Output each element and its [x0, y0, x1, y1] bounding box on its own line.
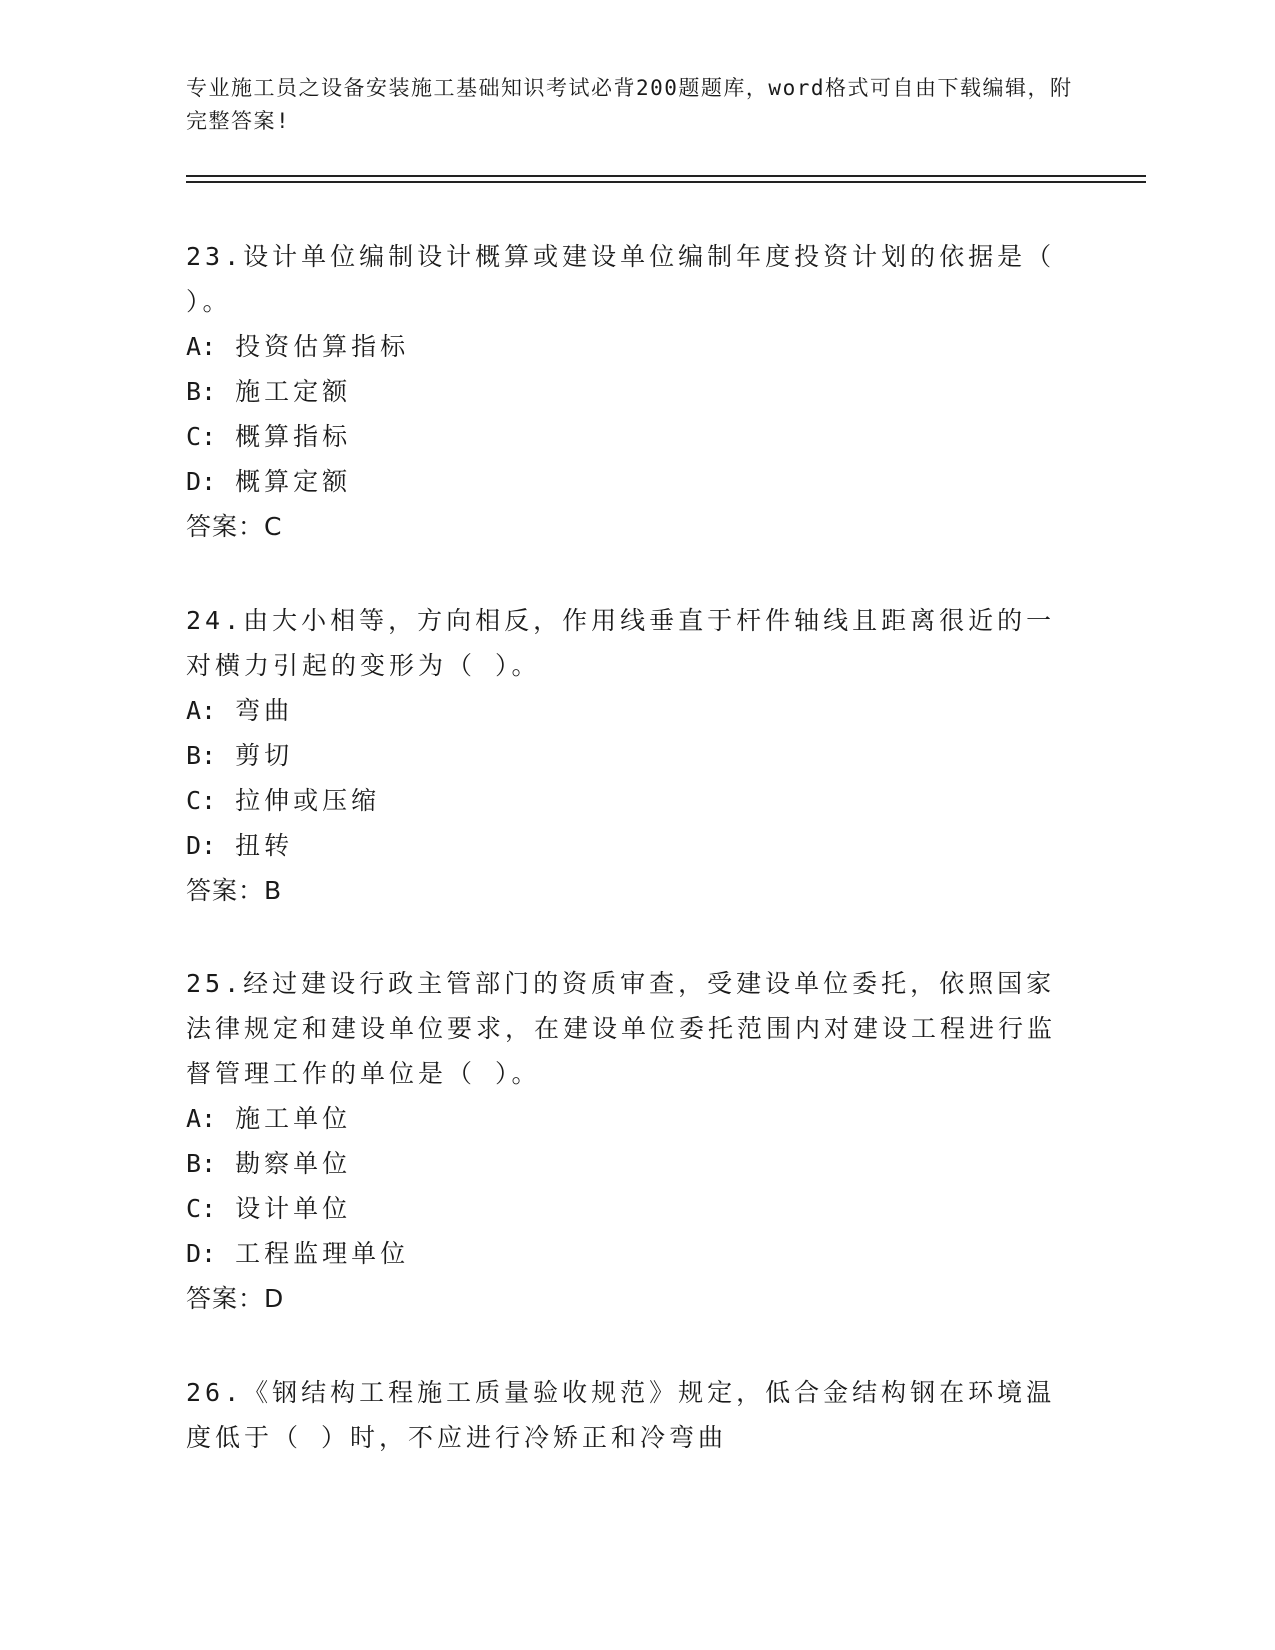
option-letter: A:: [186, 1104, 217, 1133]
question-text: 26.《钢结构工程施工质量验收规范》规定，低合金结构钢在环境温度低于（ ）时，不应进行冷矫正和冷弯曲: [186, 1378, 1056, 1452]
option-a: [186, 324, 1066, 369]
option-c: [186, 778, 1066, 823]
option-text: 投资估算指标: [235, 332, 410, 361]
option-text: 概算指标: [235, 422, 352, 451]
option-text: 施工单位: [235, 1104, 352, 1133]
header-divider-top: [186, 175, 1146, 177]
answer-label: 答案：C: [186, 512, 283, 541]
option-text: 设计单位: [235, 1194, 352, 1223]
option-letter: D:: [186, 1239, 217, 1268]
option-b: [186, 369, 1066, 414]
option-b: [186, 733, 1066, 778]
option-d: [186, 459, 1066, 504]
option-d: [186, 823, 1066, 868]
option-text: 拉伸或压缩: [235, 786, 381, 815]
option-d: [186, 1231, 1066, 1276]
option-c: [186, 1186, 1066, 1231]
option-text: 弯曲: [235, 696, 294, 725]
option-b: [186, 1141, 1066, 1186]
option-text: 扭转: [235, 831, 294, 860]
option-text: 概算定额: [235, 467, 352, 496]
option-letter: C:: [186, 422, 217, 451]
option-text: 工程监理单位: [235, 1239, 410, 1268]
question-text: 25.经过建设行政主管部门的资质审查，受建设单位委托，依照国家法律规定和建设单位要求，在建设单位委托范围内对建设工程进行监督管理工作的单位是（ ）。: [186, 969, 1057, 1088]
option-a: [186, 688, 1066, 733]
option-letter: A:: [186, 696, 217, 725]
option-letter: C:: [186, 786, 217, 815]
option-text: 剪切: [235, 741, 294, 770]
option-letter: C:: [186, 1194, 217, 1223]
option-letter: D:: [186, 467, 217, 496]
question-25: [186, 961, 1066, 1321]
option-letter: B:: [186, 741, 217, 770]
option-c: [186, 414, 1066, 459]
answer-label: 答案：B: [186, 876, 283, 905]
answer-label: 答案：D: [186, 1284, 285, 1313]
document-header: 专业施工员之设备安装施工基础知识考试必背200题题库，word格式可自由下载编辑，附完整答案!: [186, 76, 1073, 133]
option-letter: D:: [186, 831, 217, 860]
option-letter: B:: [186, 377, 217, 406]
option-letter: A:: [186, 332, 217, 361]
option-a: [186, 1096, 1066, 1141]
header-divider-bottom: [186, 181, 1146, 183]
question-text: 23.设计单位编制设计概算或建设单位编制年度投资计划的依据是（ ）。: [186, 242, 1056, 316]
question-23: [186, 234, 1066, 549]
question-26: [186, 1370, 1066, 1460]
option-letter: B:: [186, 1149, 217, 1178]
option-text: 施工定额: [235, 377, 352, 406]
option-text: 勘察单位: [235, 1149, 352, 1178]
question-24: [186, 598, 1066, 913]
question-text: 24.由大小相等，方向相反，作用线垂直于杆件轴线且距离很近的一对横力引起的变形为（ ）。: [186, 606, 1056, 680]
